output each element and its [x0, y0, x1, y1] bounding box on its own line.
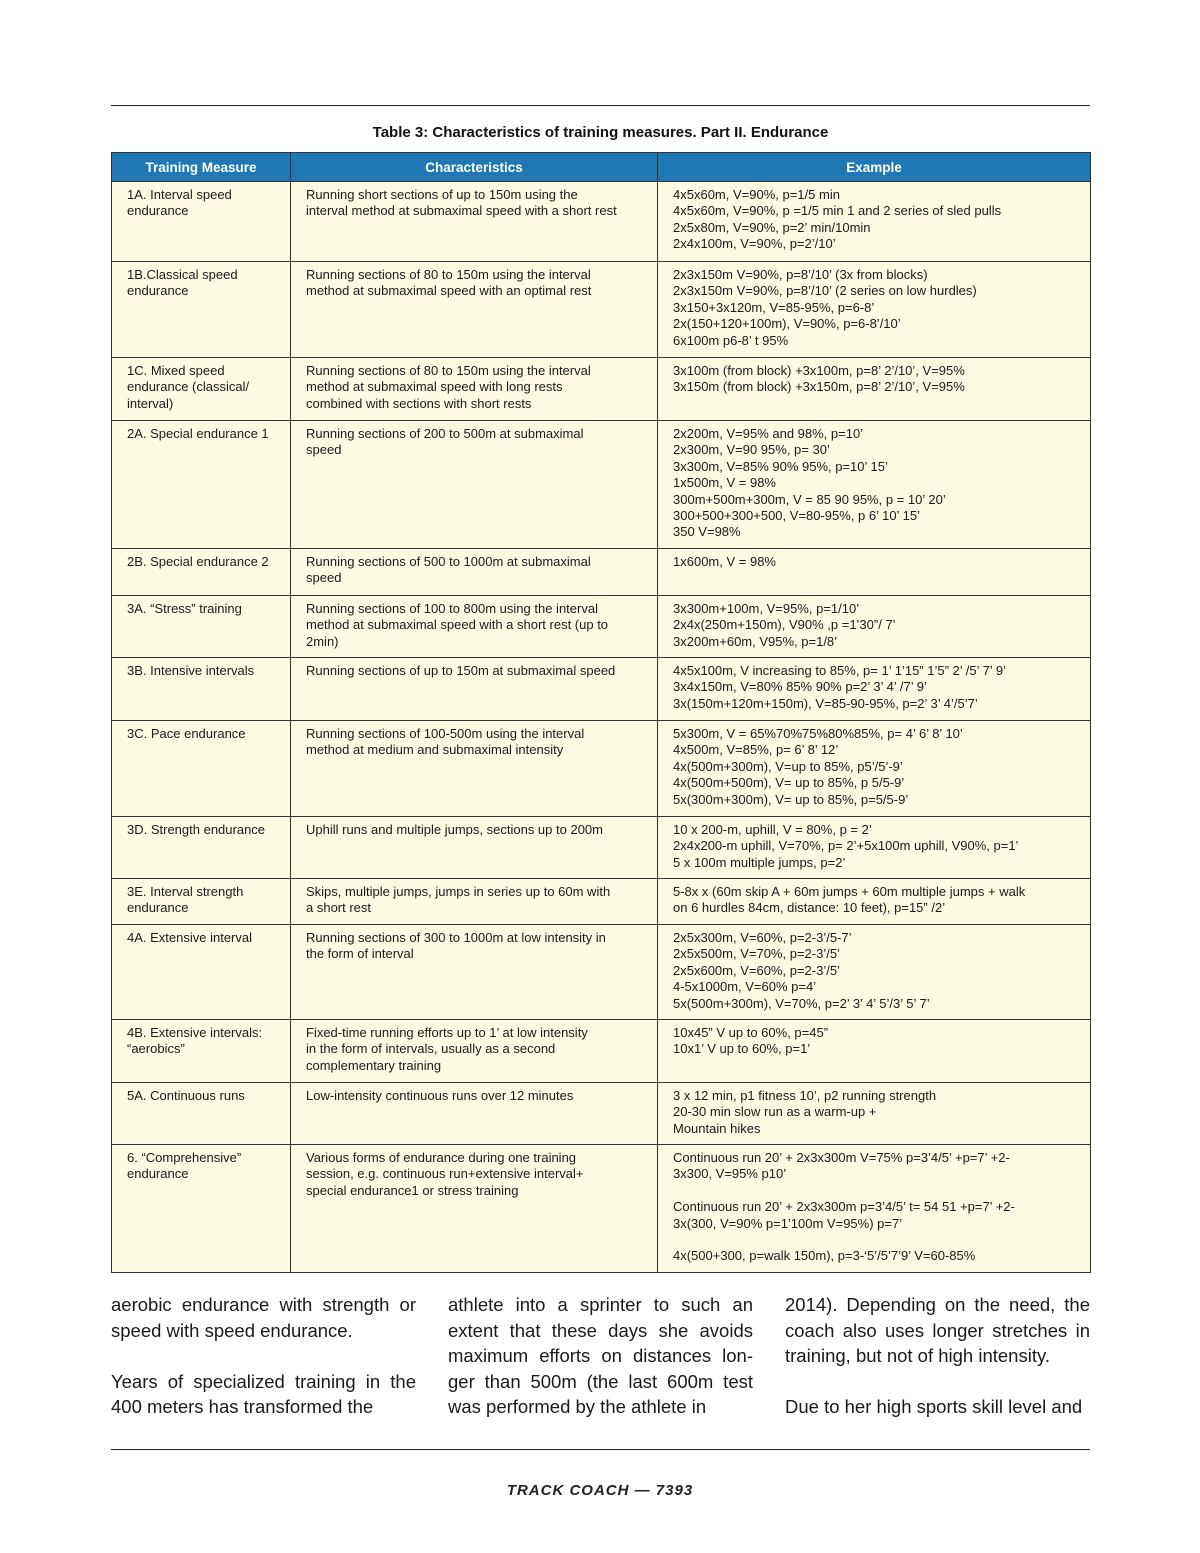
cell-training-measure: 2A. Special endurance 1 [112, 421, 291, 549]
cell-example: 1x600m, V = 98% [658, 549, 1091, 596]
cell-characteristics: Running sections of 80 to 150m using the interval method at submaximal speed with long rests combined with sections with short rests [291, 358, 658, 421]
cell-characteristics: Running sections of 100 to 800m using the interval method at submaximal speed with a short rest (up to 2min) [291, 596, 658, 658]
cell-training-measure: 5A. Continuous runs [112, 1083, 291, 1145]
cell-example: 2x200m, V=95% and 98%, p=10’ 2x300m, V=90 95%, p= 30’ 3x300m, V=85% 90% 95%, p=10’ 15’ 1x500m, V = 98% 300m+500m+300m, V = 85 90 95%, p = 10’ 20’ 300+500+300+500, V=80-95%, p 6’ 10’ 15’ 350 V=98% [658, 421, 1091, 549]
table-row [112, 721, 1091, 817]
table-row [112, 879, 1091, 925]
bottom-rule [111, 1449, 1090, 1450]
cell-example: 5x300m, V = 65%70%75%80%85%, p= 4’ 6’ 8’ 10’ 4x500m, V=85%, p= 6’ 8’ 12’ 4x(500m+300m), V=up to 85%, p5’/5’-9’ 4x(500m+500m), V= up to 85%, p 5/5-9’ 5x(300m+300m), V= up to 85%, p=5/5-9’ [658, 721, 1091, 817]
body-text-column-1: aerobic endurance with strength or speed with speed endurance. Years of specialized training in the 400 meters has transformed the [111, 1294, 416, 1418]
top-rule [111, 105, 1090, 106]
table-row [112, 182, 1091, 262]
body-text-column-3: 2014). Depending on the need, the coach also uses longer stretches in training, but not of high intensity. Due to her high sports skill level and [785, 1294, 1090, 1418]
cell-example: 3x100m (from block) +3x100m, p=8’ 2’/10’, V=95% 3x150m (from block) +3x150m, p=8’ 2’/10’, V=95% [658, 358, 1091, 421]
table-caption: Table 3: Characteristics of training measures. Part II. Endurance [372, 124, 829, 141]
cell-characteristics: Running sections of up to 150m at submaximal speed [291, 658, 658, 721]
cell-characteristics: Low-intensity continuous runs over 12 minutes [291, 1083, 658, 1145]
cell-training-measure: 3A. “Stress” training [112, 596, 291, 658]
table-row [112, 817, 1091, 879]
table-row [112, 262, 1091, 358]
cell-characteristics: Running sections of 200 to 500m at submaximal speed [291, 421, 658, 549]
cell-training-measure: 3D. Strength endurance [112, 817, 291, 879]
header-example: Example [658, 153, 1091, 182]
cell-training-measure: 4B. Extensive intervals: “aerobics” [112, 1020, 291, 1083]
cell-example: 4x5x100m, V increasing to 85%, p= 1’ 1’15” 1’5” 2’ /5’ 7’ 9’ 3x4x150m, V=80% 85% 90% p=2’ 3’ 4’ /7’ 9’ 3x(150m+120m+150m), V=85-90-95%, p=2’ 3’ 4’/5’7’ [658, 658, 1091, 721]
cell-characteristics: Skips, multiple jumps, jumps in series up to 60m with a short rest [291, 879, 658, 925]
cell-training-measure: 3C. Pace endurance [112, 721, 291, 817]
cell-training-measure: 1C. Mixed speed endurance (classical/ interval) [112, 358, 291, 421]
cell-characteristics: Running sections of 100-500m using the interval method at medium and submaximal intensity [291, 721, 658, 817]
table-header-row [112, 153, 1091, 182]
cell-characteristics: Running sections of 80 to 150m using the interval method at submaximal speed with an optimal rest [291, 262, 658, 358]
cell-training-measure: 4A. Extensive interval [112, 925, 291, 1020]
header-characteristics: Characteristics [291, 153, 658, 182]
table-row [112, 1083, 1091, 1145]
cell-example: 5-8x x (60m skip A + 60m jumps + 60m multiple jumps + walk on 6 hurdles 84cm, distance: 10 feet), p=15” /2’ [658, 879, 1091, 925]
cell-characteristics: Fixed-time running efforts up to 1’ at low intensity in the form of intervals, usually as a second complementary training [291, 1020, 658, 1083]
cell-training-measure: 6. “Comprehensive” endurance [112, 1145, 291, 1273]
table-row [112, 421, 1091, 549]
cell-characteristics: Running sections of 300 to 1000m at low intensity in the form of interval [291, 925, 658, 1020]
cell-training-measure: 1B.Classical speed endurance [112, 262, 291, 358]
table-row [112, 1145, 1091, 1273]
cell-example: 3 x 12 min, p1 fitness 10’, p2 running strength 20-30 min slow run as a warm-up + Mountain hikes [658, 1083, 1091, 1145]
cell-training-measure: 3B. Intensive intervals [112, 658, 291, 721]
table-row [112, 925, 1091, 1020]
table-row [112, 549, 1091, 596]
header-training-measure: Training Measure [112, 153, 291, 182]
cell-example: 2x5x300m, V=60%, p=2-3’/5-7’ 2x5x500m, V=70%, p=2-3’/5’ 2x5x600m, V=60%, p=2-3’/5’ 4-5x1000m, V=60% p=4’ 5x(500m+300m), V=70%, p=2’ 3’ 4’ 5’/3’ 5’ 7’ [658, 925, 1091, 1020]
cell-characteristics: Running short sections of up to 150m using the interval method at submaximal speed with a short rest [291, 182, 658, 262]
cell-example: 2x3x150m V=90%, p=8’/10’ (3x from blocks) 2x3x150m V=90%, p=8’/10’ (2 series on low hurdles) 3x150+3x120m, V=85-95%, p=6-8’ 2x(150+120+100m), V=90%, p=6-8’/10’ 6x100m p6-8’ t 95% [658, 262, 1091, 358]
cell-characteristics: Running sections of 500 to 1000m at submaximal speed [291, 549, 658, 596]
training-table [111, 152, 1090, 1273]
cell-characteristics: Various forms of endurance during one training session, e.g. continuous run+extensive interval+ special endurance1 or stress training [291, 1145, 658, 1273]
cell-training-measure: 2B. Special endurance 2 [112, 549, 291, 596]
cell-training-measure: 1A. Interval speed endurance [112, 182, 291, 262]
cell-example: 4x5x60m, V=90%, p=1/5 min 4x5x60m, V=90%, p =1/5 min 1 and 2 series of sled pulls 2x5x80m, V=90%, p=2’ min/10min 2x4x100m, V=90%, p=2’/10’ [658, 182, 1091, 262]
cell-characteristics: Uphill runs and multiple jumps, sections up to 200m [291, 817, 658, 879]
cell-example: Continuous run 20’ + 2x3x300m V=75% p=3’4/5’ +p=7’ +2- 3x300, V=95% p10’ Continuous run 20’ + 2x3x300m p=3’4/5’ t= 54 51 +p=7’ +2- 3x(300, V=90% p=1’100m V=95%) p=7’ 4x(500+300, p=walk 150m), p=3-‘5’/5’7’9’ V=60-85% [658, 1145, 1091, 1273]
body-text-column-2: athlete into a sprinter to such an extent that these days she avoids maximum efforts on distances lon-ger than 500m (the last 600m test was performed by the athlete in [448, 1294, 753, 1418]
cell-training-measure: 3E. Interval strength endurance [112, 879, 291, 925]
table-row [112, 596, 1091, 658]
table-row [112, 358, 1091, 421]
table-row [112, 658, 1091, 721]
cell-example: 3x300m+100m, V=95%, p=1/10’ 2x4x(250m+150m), V90% ,p =1’30”/ 7’ 3x200m+60m, V95%, p=1/8’ [658, 596, 1091, 658]
table-row [112, 1020, 1091, 1083]
cell-example: 10 x 200-m, uphill, V = 80%, p = 2’ 2x4x200-m uphill, V=70%, p= 2’+5x100m uphill, V90%, p=1’ 5 x 100m multiple jumps, p=2’ [658, 817, 1091, 879]
cell-example: 10x45” V up to 60%, p=45” 10x1’ V up to 60%, p=1’ [658, 1020, 1091, 1083]
page-footer: TRACK COACH — 7393 [506, 1482, 694, 1499]
